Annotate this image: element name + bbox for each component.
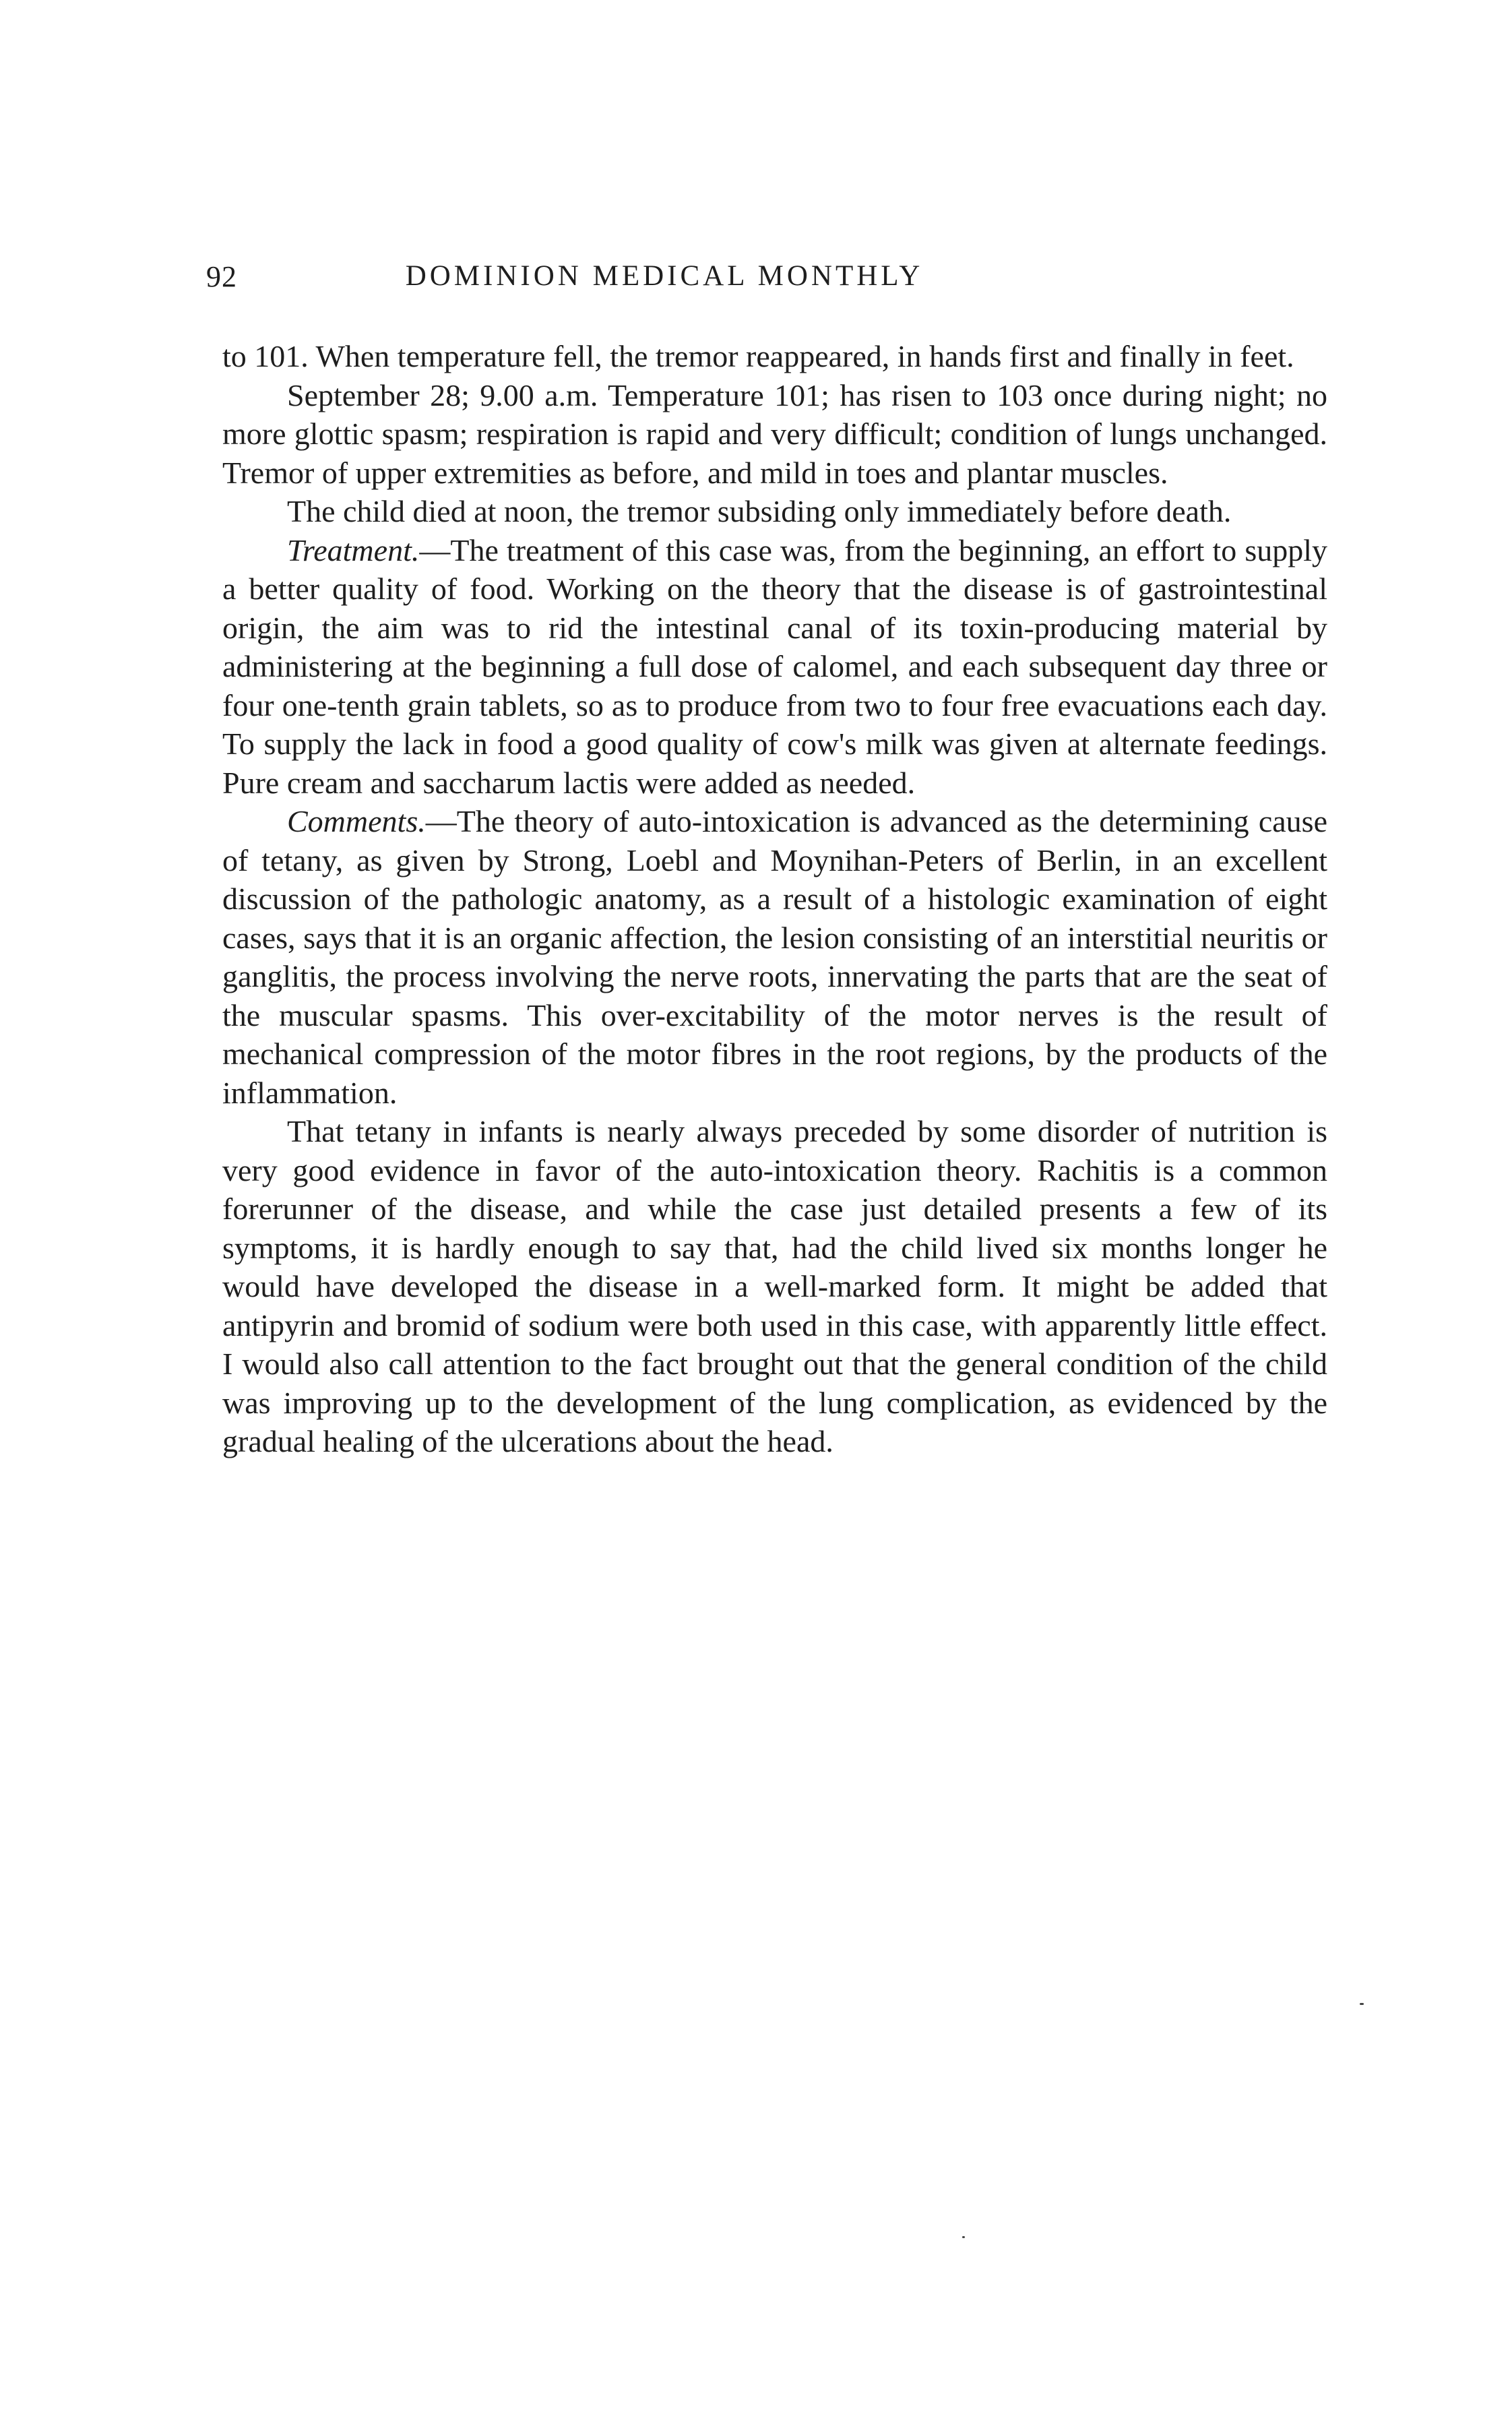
- paragraph-lead-comments: Comments.: [287, 804, 426, 838]
- paragraph-text: September 28; 9.00 a.m. Temperature 101; has risen to 103 once during night; no more glottic spasm; respiration is rapid and very difficult; condition of lungs unchanged. Tremor of upper extremities as before, and mild in toes and plantar muscles.: [222, 377, 1327, 490]
- paragraph-text: —The theory of auto-intoxication is advanced as the determining cause of tetany, as given by Strong, Loebl and Moynihan-Peters of Berlin, in an excellent discussion of the pathologic anatomy, as a result of a histologic examination of eight cases, says that it is an organic affection, the lesion consisting of an interstitial neuritis or ganglitis, the process involving the nerve roots, innervating the parts that are the seat of the muscular spasms. This over-excitability of the motor nerves is the result of mechanical compression of the motor fibres in the root regions, by the products of the inflammation.: [222, 804, 1327, 1110]
- paragraph-tetany-infants: [222, 1112, 1327, 1461]
- page-number: 92: [206, 260, 237, 293]
- paragraph-lead-treatment: Treatment.: [287, 532, 420, 567]
- paragraph-text: That tetany in infants is nearly always preceded by some disorder of nutrition is very good evidence in favor of the auto-intoxication theory. Rachitis is a common forerunner of the disease, and while the case just detailed presents a few of its symptoms, it is hardly enough to say that, had the child lived six months longer he would have developed the disease in a well-marked form. It might be added that antipyrin and bromid of sodium were both used in this case, with apparently little effect. I would also call attention to the fact brought out that the general condition of the child was improving up to the development of the lung complication, as evidenced by the gradual healing of the ulcerations about the head.: [222, 1114, 1327, 1458]
- paragraph-comments: [222, 802, 1327, 1112]
- body-text: [222, 337, 1327, 1461]
- paragraph-death: [222, 492, 1327, 531]
- print-speck: [962, 2236, 965, 2238]
- paragraph-text: to 101. When temperature fell, the tremor reappeared, in hands first and finally in feet.: [222, 339, 1294, 373]
- paragraph-continuation: [222, 337, 1327, 376]
- print-speck: [1360, 2003, 1364, 2005]
- running-head: DOMINION MEDICAL MONTHLY: [405, 260, 924, 292]
- page-header: [206, 259, 1123, 313]
- paragraph-text: The child died at noon, the tremor subsiding only immediately before death.: [287, 494, 1232, 528]
- paragraph-text: —The treatment of this case was, from the beginning, an effort to supply a better quality of food. Working on the theory that the disease is of gastrointestinal origin, the aim was to rid the intestinal canal of its toxin-producing material by administering at the beginning a full dose of calomel, and each subsequent day three or four one-tenth grain tablets, so as to produce from two to four free evacuations each day. To supply the lack in food a good quality of cow's milk was given at alternate feedings. Pure cream and saccharum lactis were added as needed.: [222, 532, 1327, 800]
- paragraph-september-28: [222, 376, 1327, 493]
- paragraph-treatment: [222, 531, 1327, 803]
